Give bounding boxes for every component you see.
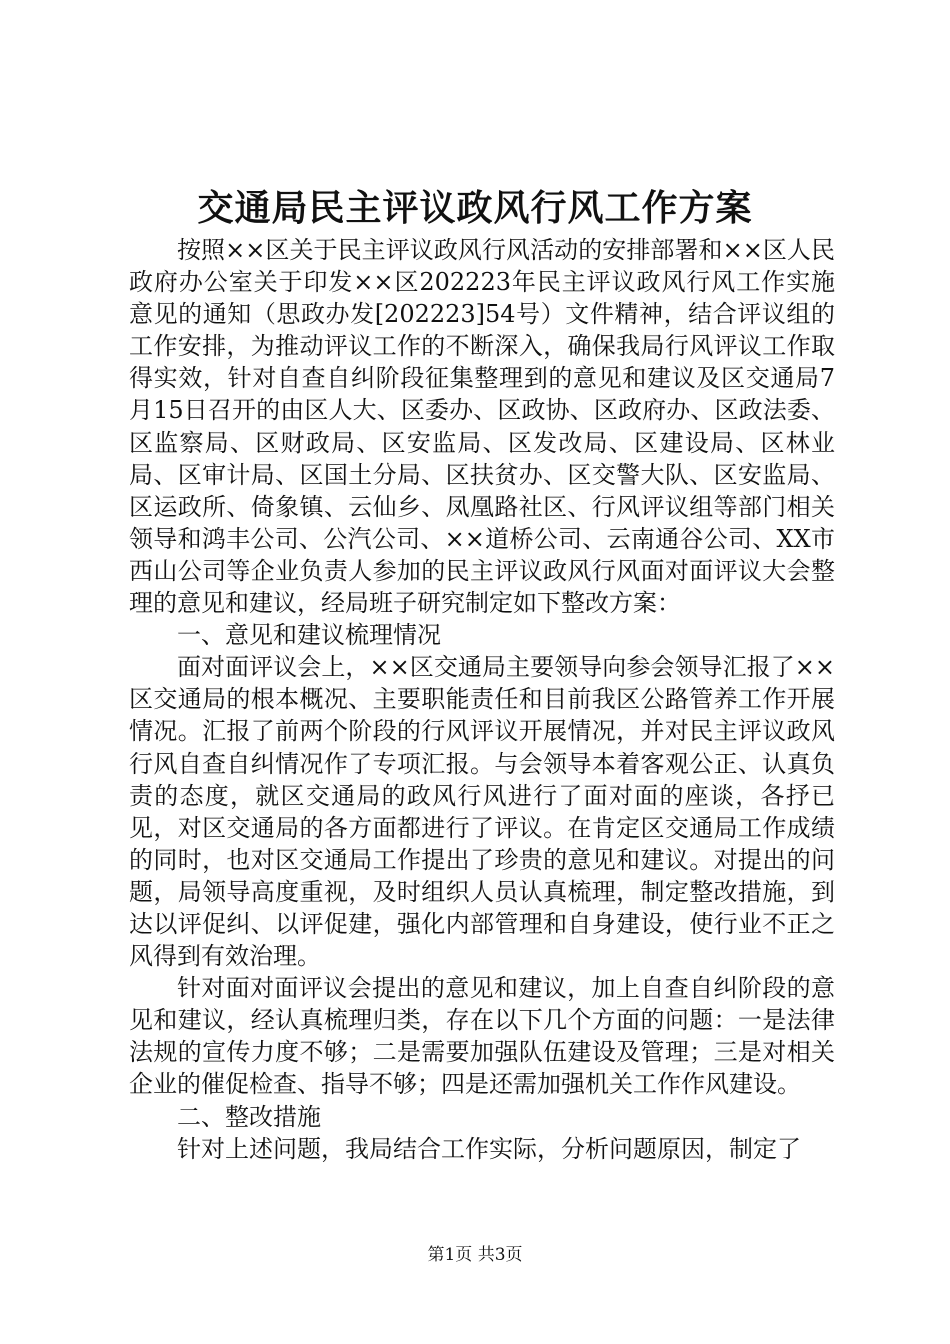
section-heading-2: 二、整改措施: [177, 1102, 321, 1131]
body-paragraph: 针对上述问题，我局结合工作实际，分析问题原因，制定了: [177, 1134, 801, 1163]
body-paragraph: 面对面评议会上，××区交通局主要领导向参会领导汇报了××区交通局的根本概况、主要职能责任和目前我区公路管养工作开展情况。汇报了前两个阶段的行风评议开展情况，并对民主评议政风行风自查自纠情况作了专项汇报。与会领导本着客观公正、认真负责的态度，就区交通局的政风行风进行了面对面的座谈，各抒已见，对区交通局的各方面都进行了评议。在肯定区交通局工作成绩的同时，也对区交通局工作提出了珍贵的意见和建议。对提出的问题，局领导高度重视，及时组织人员认真梳理，制定整改措施，到达以评促纠、以评促建，强化内部管理和自身建设，使行业不正之风得到有效治理。: [129, 653, 835, 971]
body-paragraph: 针对面对面评议会提出的意见和建议，加上自查自纠阶段的意见和建议，经认真梳理归类，存在以下几个方面的问题：一是法律法规的宣传力度不够；二是需要加强队伍建设及管理；三是对相关企业的催促检查、指导不够；四是还需加强机关工作作风建设。: [129, 974, 835, 1099]
intro-paragraph: 按照××区关于民主评议政风行风活动的安排部署和××区人民政府办公室关于印发××区202223年民主评议政风行风工作实施意见的通知（思政办发[202223]54号）文件精神，结合评议组的工作安排，为推动评议工作的不断深入，确保我局行风评议工作取得实效，针对自查自纠阶段征集整理到的意见和建议及区交通局7月15日召开的由区人大、区委办、区政协、区政府办、区政法委、区监察局、区财政局、区安监局、区发改局、区建设局、区林业局、区审计局、区国土分局、区扶贫办、区交警大队、区安监局、区运政所、倚象镇、云仙乡、凤凰路社区、行风评议组等部门相关领导和鸿丰公司、公汽公司、××道桥公司、云南通谷公司、XX市西山公司等企业负责人参加的民主评议政风行风面对面评议大会整理的意见和建议，经局班子研究制定如下整改方案：: [129, 236, 835, 618]
page-number-footer: 第1页 共3页: [427, 1245, 523, 1265]
document-body: [129, 234, 835, 1165]
document-title: 交通局民主评议政风行风工作方案: [197, 187, 753, 229]
section-heading-1: 一、意见和建议梳理情况: [177, 621, 441, 650]
